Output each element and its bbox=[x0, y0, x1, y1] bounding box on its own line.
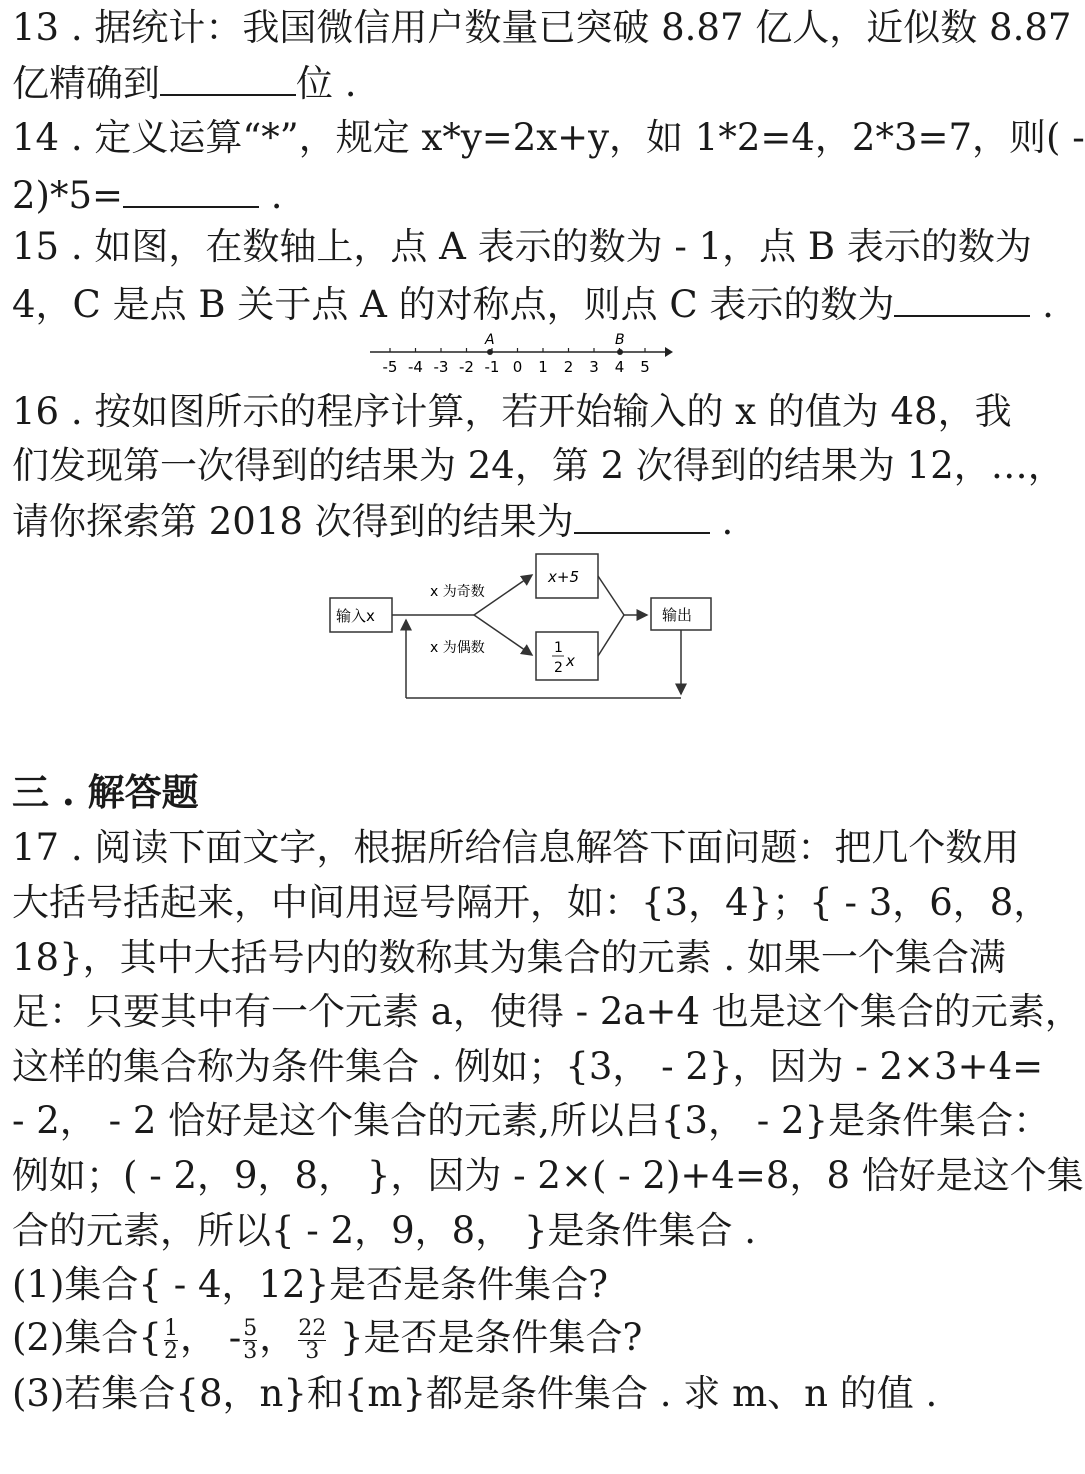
flow-even-num: 1 bbox=[554, 640, 563, 656]
q16-line3-text: 请你探索第 2018 次得到的结果为 bbox=[12, 500, 574, 543]
number-line-tick-label: 0 bbox=[512, 358, 523, 376]
fraction-denominator: 3 bbox=[243, 1339, 258, 1364]
number-line-tick-label: 2 bbox=[563, 358, 574, 376]
fraction-one-half bbox=[164, 1318, 178, 1363]
point-a-label: A bbox=[485, 332, 495, 348]
q16-line3-end: . bbox=[709, 500, 734, 543]
number-line-tick-label: -4 bbox=[408, 358, 423, 376]
q16-answer-blank[interactable] bbox=[574, 498, 710, 534]
q13-line2-text: 亿精确到 bbox=[12, 62, 160, 105]
q17-part3: (3)若集合{8，n}和{m}都是条件集合 . 求 m、n 的值 . bbox=[12, 1372, 938, 1415]
number-line-tick-label: -2 bbox=[459, 358, 474, 376]
q13-line1: 13 . 据统计：我国微信用户数量已突破 8.87 亿人，近似数 8.87 bbox=[12, 6, 1072, 49]
fraction-five-thirds bbox=[243, 1318, 257, 1363]
fraction-twentytwo-thirds bbox=[298, 1318, 326, 1363]
q15-line1: 15 . 如图，在数轴上，点 A 表示的数为 - 1，点 B 表示的数为 bbox=[12, 225, 1032, 268]
q17-line: 例如；( - 2，9，8， }，因为 - 2×( - 2)+4=8，8 恰好是这个集 bbox=[12, 1154, 1084, 1197]
flowchart-figure bbox=[322, 548, 722, 708]
section-three-title: 三 . 解答题 bbox=[12, 770, 199, 814]
number-line-tick-label: -1 bbox=[484, 358, 500, 376]
number-line-tick-label: 5 bbox=[640, 358, 650, 376]
point-b-label: B bbox=[615, 332, 625, 348]
flow-input-label: 输入x bbox=[336, 607, 375, 625]
q14-line2-text: 2)*5= bbox=[12, 174, 124, 217]
q15-line2-end: . bbox=[1030, 283, 1054, 326]
q17-line: - 2， - 2 恰好是这个集合的元素,所以吕{3， - 2}是条件集合： bbox=[12, 1099, 1051, 1142]
q17-line: 这样的集合称为条件集合 . 例如；{3， - 2}，因为 - 2×3+4= bbox=[12, 1045, 1044, 1088]
q17-line: 17 . 阅读下面文字，根据所给信息解答下面问题：把几个数用 bbox=[12, 826, 1020, 869]
flow-even-den: 2 bbox=[554, 660, 563, 676]
flow-odd-label: x 为奇数 bbox=[430, 584, 485, 600]
fraction-denominator: 2 bbox=[163, 1339, 178, 1364]
number-line-tick-label: -5 bbox=[382, 358, 398, 376]
q17-part2-sep1: ， - bbox=[179, 1316, 242, 1359]
number-line-tick-label: 1 bbox=[538, 358, 548, 376]
q16-line1: 16 . 按如图所示的程序计算，若开始输入的 x 的值为 48，我 bbox=[12, 390, 1012, 433]
q14-line2-end: . bbox=[259, 174, 283, 217]
number-line-tick-label: 3 bbox=[589, 358, 599, 376]
q17-part1: (1)集合{ - 4，12}是否是条件集合? bbox=[12, 1263, 608, 1306]
fraction-numerator: 5 bbox=[243, 1316, 258, 1341]
q15-answer-blank[interactable] bbox=[894, 281, 1030, 317]
q17-part2-pre: (2)集合{ bbox=[12, 1316, 162, 1359]
fraction-denominator: 3 bbox=[305, 1339, 320, 1364]
flow-even-label: x 为偶数 bbox=[430, 640, 485, 656]
number-line-tick-label: -3 bbox=[433, 358, 449, 376]
q17-line: 足：只要其中有一个元素 a，使得 - 2a+4 也是这个集合的元素， bbox=[12, 990, 1082, 1033]
fraction-numerator: 1 bbox=[163, 1316, 178, 1341]
number-line-arrow bbox=[665, 347, 673, 357]
q17-part2 bbox=[12, 1316, 642, 1363]
point-a-dot bbox=[487, 349, 493, 355]
q13-line2-end: 位 . bbox=[296, 62, 357, 105]
q14-line1: 14 . 定义运算“*”，规定 x*y=2x+y，如 1*2=4，2*3=7，则( - bbox=[12, 116, 1085, 159]
flow-output-label: 输出 bbox=[662, 606, 693, 624]
number-line-tick-label: 4 bbox=[614, 358, 625, 376]
q16-line2: 们发现第一次得到的结果为 24，第 2 次得到的结果为 12，…， bbox=[12, 444, 1065, 487]
flow-odd-out bbox=[598, 576, 624, 615]
q17-line: 合的元素，所以{ - 2，9，8， }是条件集合 . bbox=[12, 1209, 757, 1252]
q17-line: 18}，其中大括号内的数称其为集合的元素 . 如果一个集合满 bbox=[12, 936, 1006, 979]
q13-answer-blank[interactable] bbox=[160, 60, 296, 96]
q15-line2 bbox=[12, 281, 1054, 327]
flow-odd-expr: x+5 bbox=[548, 568, 579, 586]
q17-line: 大括号括起来，中间用逗号隔开，如：{3，4}；{ - 3，6，8， bbox=[12, 881, 1051, 924]
flow-even-out bbox=[598, 615, 624, 656]
flow-even-var: x bbox=[566, 652, 575, 670]
q17-part2-sep2: ， bbox=[259, 1316, 297, 1359]
q15-line2-text: 4，C 是点 B 关于点 A 的对称点，则点 C 表示的数为 bbox=[12, 283, 895, 326]
point-b-dot bbox=[617, 349, 623, 355]
q16-line3 bbox=[12, 498, 733, 544]
q14-answer-blank[interactable] bbox=[123, 172, 259, 208]
q13-line2 bbox=[12, 60, 357, 106]
q14-line2 bbox=[12, 172, 283, 218]
number-line-figure bbox=[365, 330, 675, 380]
q17-part2-post: }是否是条件集合? bbox=[328, 1316, 643, 1359]
fraction-numerator: 22 bbox=[298, 1316, 327, 1341]
